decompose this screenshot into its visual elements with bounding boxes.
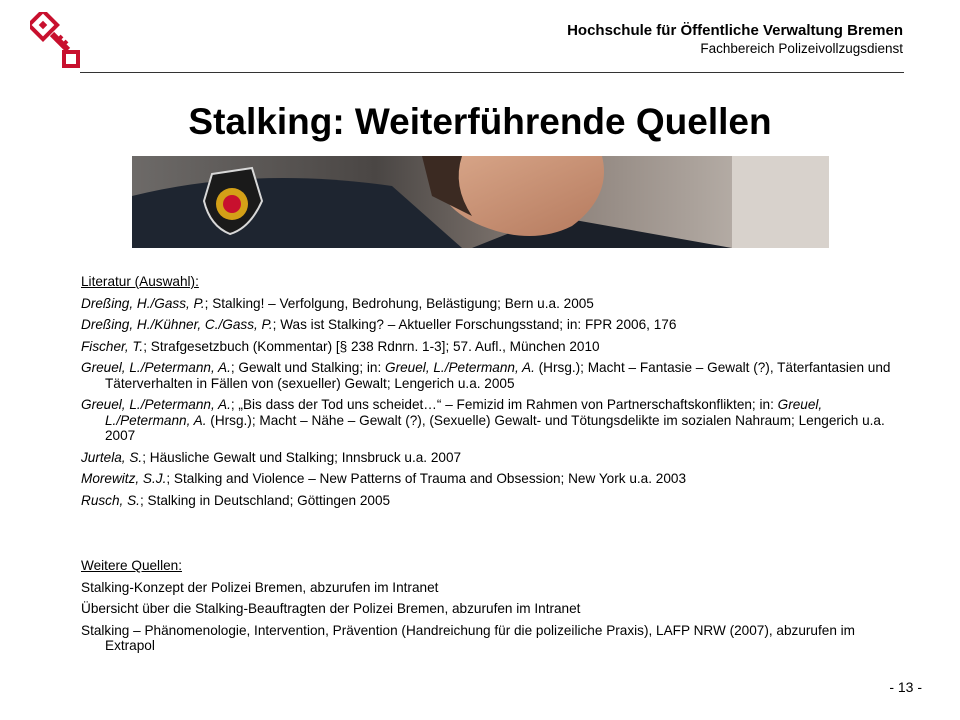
entry-author: Fischer, T. [81, 338, 144, 354]
entry-text: Häusliche Gewalt und Stalking; Innsbruck u.a. 2007 [149, 449, 462, 465]
bremen-key-logo-icon [30, 12, 82, 72]
entry-editor: Greuel, L./Petermann, A. [105, 397, 823, 428]
entry-separator: ; [166, 471, 174, 486]
page-title: Stalking: Weiterführende Quellen [188, 101, 772, 142]
entry-text: „Bis dass der Tod uns scheidet…“ – Femizid im Rahmen von Partnerschaftskonflikten; in: [238, 397, 778, 412]
entry-author: Dreßing, H./Gass, P. [81, 295, 205, 311]
literature-entry [81, 450, 901, 466]
entry-separator: ; [272, 317, 281, 332]
entry-text: Strafgesetzbuch (Kommentar) [§ 238 Rdnrn. 1-3]; 57. Aufl., München 2010 [150, 338, 600, 354]
entry-separator: ; [230, 397, 239, 412]
police-officer-photo-icon [132, 156, 829, 248]
entry-separator: ; [143, 338, 151, 354]
content [81, 274, 901, 660]
literature-entry [81, 296, 901, 312]
entry-separator: ; [204, 295, 213, 311]
entry-text: Stalking and Violence – New Patterns of Trauma and Obsession; New York u.a. 2003 [173, 471, 687, 486]
page-number: - 13 - [889, 679, 922, 695]
header-divider [80, 72, 904, 73]
literature-entry [81, 397, 901, 444]
entry-text: Stalking! – Verfolgung, Bedrohung, Belästigung; Bern u.a. 2005 [212, 295, 594, 311]
literature-entry [81, 339, 901, 355]
entry-editor: Greuel, L./Petermann, A. [385, 360, 535, 375]
entry-text: Was ist Stalking? – Aktueller Forschungsstand; in: FPR 2006, 176 [280, 317, 677, 332]
entry-text: Stalking in Deutschland; Göttingen 2005 [147, 492, 391, 508]
entry-text: (Hrsg.); Macht – Fantasie – Gewalt (?), Täterfantasien und Täterverhalten in Fällen von (sexueller) Gewalt; Lengerich u.a. 2005 [105, 360, 891, 391]
entry-author: Jurtela, S. [81, 449, 143, 465]
entry-author: Morewitz, S.J. [81, 471, 167, 486]
entry-separator: ; [230, 360, 239, 375]
further-sources-heading: Weitere Quellen: [81, 558, 182, 573]
entry-author: Dreßing, H./Kühner, C./Gass, P. [81, 317, 273, 332]
literature-entry [81, 493, 901, 509]
entry-text: (Hrsg.); Macht – Nähe – Gewalt (?), (Sexuelle) Gewalt- und Tötungsdelikte im sozialen Nahraum; Lengerich u.a. 2007 [105, 412, 885, 443]
entry-author: Rusch, S. [81, 492, 140, 508]
literature-heading: Literatur (Auswahl): [81, 274, 199, 289]
further-source-entry: Übersicht über die Stalking-Beauftragten der Polizei Bremen, abzurufen im Intranet [81, 601, 581, 616]
entry-separator: ; [142, 449, 150, 465]
department-name: Fachbereich Polizeivollzugsdienst [700, 41, 903, 56]
header [567, 22, 903, 57]
institution-name: Hochschule für Öffentliche Verwaltung Bremen [567, 22, 903, 39]
entry-text: Gewalt und Stalking; in: [238, 360, 386, 375]
entry-author: Greuel, L./Petermann, A. [81, 360, 231, 375]
literature-entry [81, 360, 901, 391]
further-source-entry: Stalking-Konzept der Polizei Bremen, abzurufen im Intranet [81, 579, 439, 595]
further-source-entry: Stalking – Phänomenologie, Intervention, Prävention (Handreichung für die polizeiliche Praxis), LAFP NRW (2007), abzurufen im Extrapol [81, 622, 855, 653]
literature-entry [81, 317, 901, 333]
literature-entry [81, 471, 901, 487]
entry-author: Greuel, L./Petermann, A. [81, 397, 231, 412]
section-spacer [81, 514, 901, 558]
entry-separator: ; [139, 492, 148, 508]
